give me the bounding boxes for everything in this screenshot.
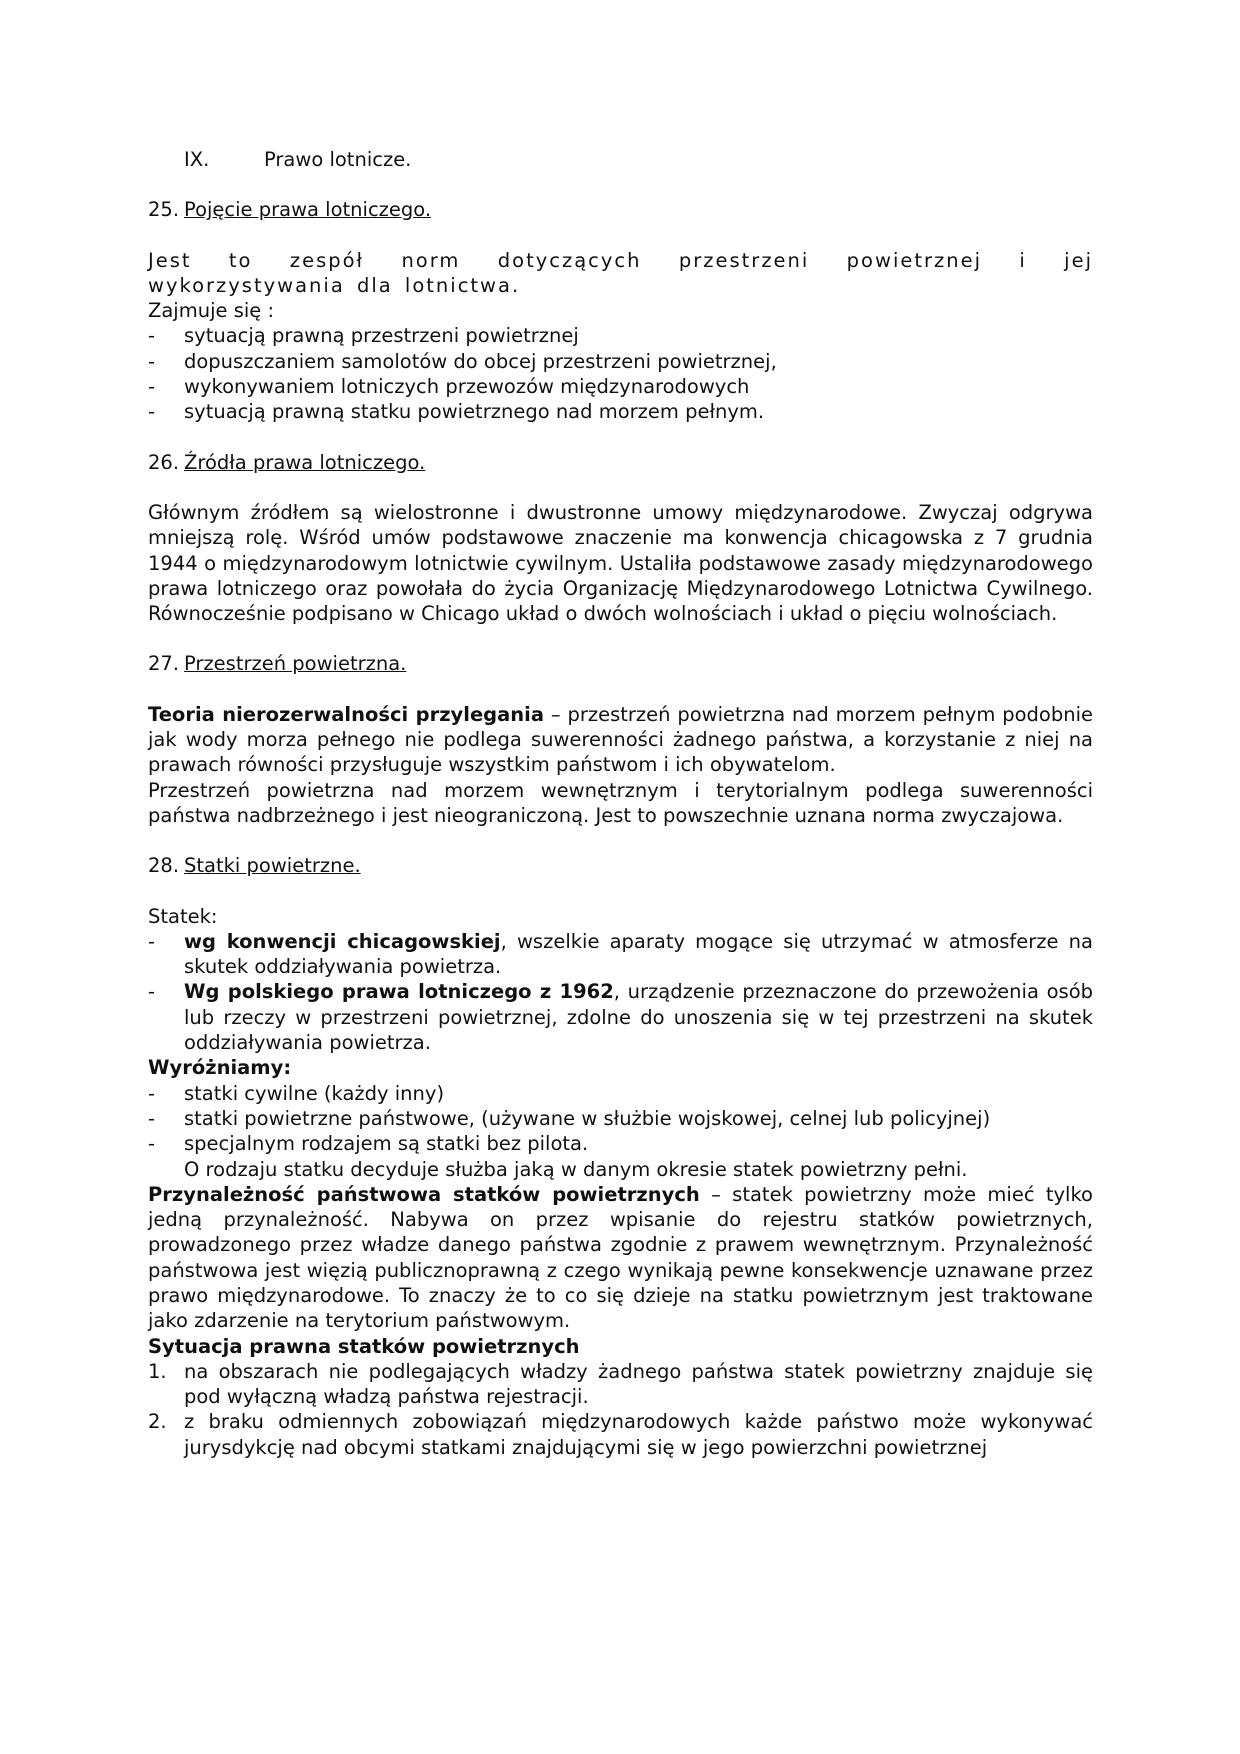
definition-item: - wg konwencji chicagowskiej, wszelkie aparaty mogące się utrzymać w atmosferze na skutek oddziaływania powietrza.	[148, 929, 1093, 979]
section-25-heading	[148, 197, 1093, 222]
section-number: 27.	[148, 652, 180, 676]
list-item: - specjalnym rodzajem są statki bez pilota.	[148, 1132, 589, 1156]
chapter-heading	[148, 147, 1093, 172]
section-number: 25.	[148, 198, 180, 222]
list-item: - sytuacją prawną przestrzeni powietrznej	[148, 324, 579, 348]
document-body	[148, 147, 1093, 1460]
section-number: 26.	[148, 450, 180, 474]
chapter-number: IX.	[184, 148, 210, 171]
section-title: Statki powietrzne.	[184, 854, 361, 878]
nationality-paragraph: Przynależność państwowa statków powietrznych – statek powietrzny może mieć tylko jedną przynależność. Nabywa on przez wpisanie do rejestru statków powietrznych, prowadzonego przez władze danego państwa zgodnie z prawem wewnętrznym. Przynależność państwowa jest więzią publicznoprawną z czego wynikają pewne konsekwencje uznawane przez prawo międzynarodowe. To znaczy że to co się dzieje na statku powietrznym jest traktowane jako zdarzenie na terytorium państwowym.	[148, 1182, 1093, 1333]
section-number: 28.	[148, 854, 180, 878]
section-title: Źródła prawa lotniczego.	[184, 450, 426, 474]
definition-item: - Wg polskiego prawa lotniczego z 1962, urządzenie przeznaczone do przewożenia osób lub rzeczy w przestrzeni powietrznej, zdolne do unoszenia się w tej przestrzeni na skutek oddziaływania powietrza.	[148, 980, 1093, 1055]
chapter-title: Prawo lotnicze.	[264, 148, 412, 171]
list-item: - dopuszczaniem samolotów do obcej przestrzeni powietrznej,	[148, 349, 777, 373]
section-26-heading	[148, 450, 1093, 475]
s26-paragraph: Głównym źródłem są wielostronne i dwustronne umowy międzynarodowe. Zwyczaj odgrywa mniejszą rolę. Wśród umów podstawowe znaczenie ma konwencja chicagowska z 7 grudnia 1944 o międzynarodowym lotnictwie cywilnym. Ustaliła podstawowe zasady międzynarodowego prawa lotniczego oraz powołała do życia Organizację Międzynarodowego Lotnictwa Cywilnego. Równocześnie podpisano w Chicago układ o dwóch wolnościach i układ o pięciu wolnościach.	[148, 500, 1093, 626]
term: Teoria nierozerwalności przylegania	[148, 702, 545, 726]
section-28-heading	[148, 853, 1093, 878]
numbered-item: 2. z braku odmiennych zobowiązań międzynarodowych każde państwo może wykonywać jurysdykcję nad obcymi statkami znajdującymi się w jego powierzchni powietrznej	[148, 1410, 1093, 1459]
s25-lead: Zajmuje się :	[148, 299, 275, 323]
list-item: - statki powietrzne państwowe, (używane w służbie wojskowej, celnej lub policyjnej)	[148, 1106, 991, 1130]
s27-paragraph-2: Przestrzeń powietrzna nad morzem wewnętrznym i terytorialnym podlega suwerenności państwa nadbrzeżnego i jest nieograniczoną. Jest to powszechnie uznana norma zwyczajowa.	[148, 778, 1093, 827]
s28-lead: Statek:	[148, 904, 218, 928]
distinguish-label: Wyróżniamy:	[148, 1056, 292, 1080]
numbered-item: 1. na obszarach nie podlegających władzy żadnego państwa statek powietrzny znajduje się pod wyłączną władzą państwa rejestracji.	[148, 1359, 1093, 1409]
section-title: Przestrzeń powietrzna.	[184, 652, 407, 676]
list-item: - sytuacją prawną statku powietrznego nad morzem pełnym.	[148, 400, 765, 424]
s27-paragraph-1: Teoria nierozerwalności przylegania – przestrzeń powietrzna nad morzem pełnym podobnie jak wody morza pełnego nie podlega suwerenności żadnego państwa, a korzystanie z niej na prawach równości przysługuje wszystkim państwom i ich obywatelom.	[148, 702, 1093, 777]
legal-status-heading: Sytuacja prawna statków powietrznych	[148, 1334, 580, 1358]
section-27-heading	[148, 651, 1093, 676]
kinds-note: O rodzaju statku decyduje służba jaką w danym okresie statek powietrzny pełni.	[184, 1157, 968, 1181]
s25-intro-line1: Jest to zespół norm dotyczących przestrzeni powietrznej i jej	[148, 248, 1093, 272]
s25-intro-line2: wykorzystywania dla lotnictwa.	[148, 273, 521, 297]
section-title: Pojęcie prawa lotniczego.	[184, 198, 432, 222]
list-item: - wykonywaniem lotniczych przewozów międzynarodowych	[148, 375, 750, 399]
list-item: - statki cywilne (każdy inny)	[148, 1081, 445, 1105]
